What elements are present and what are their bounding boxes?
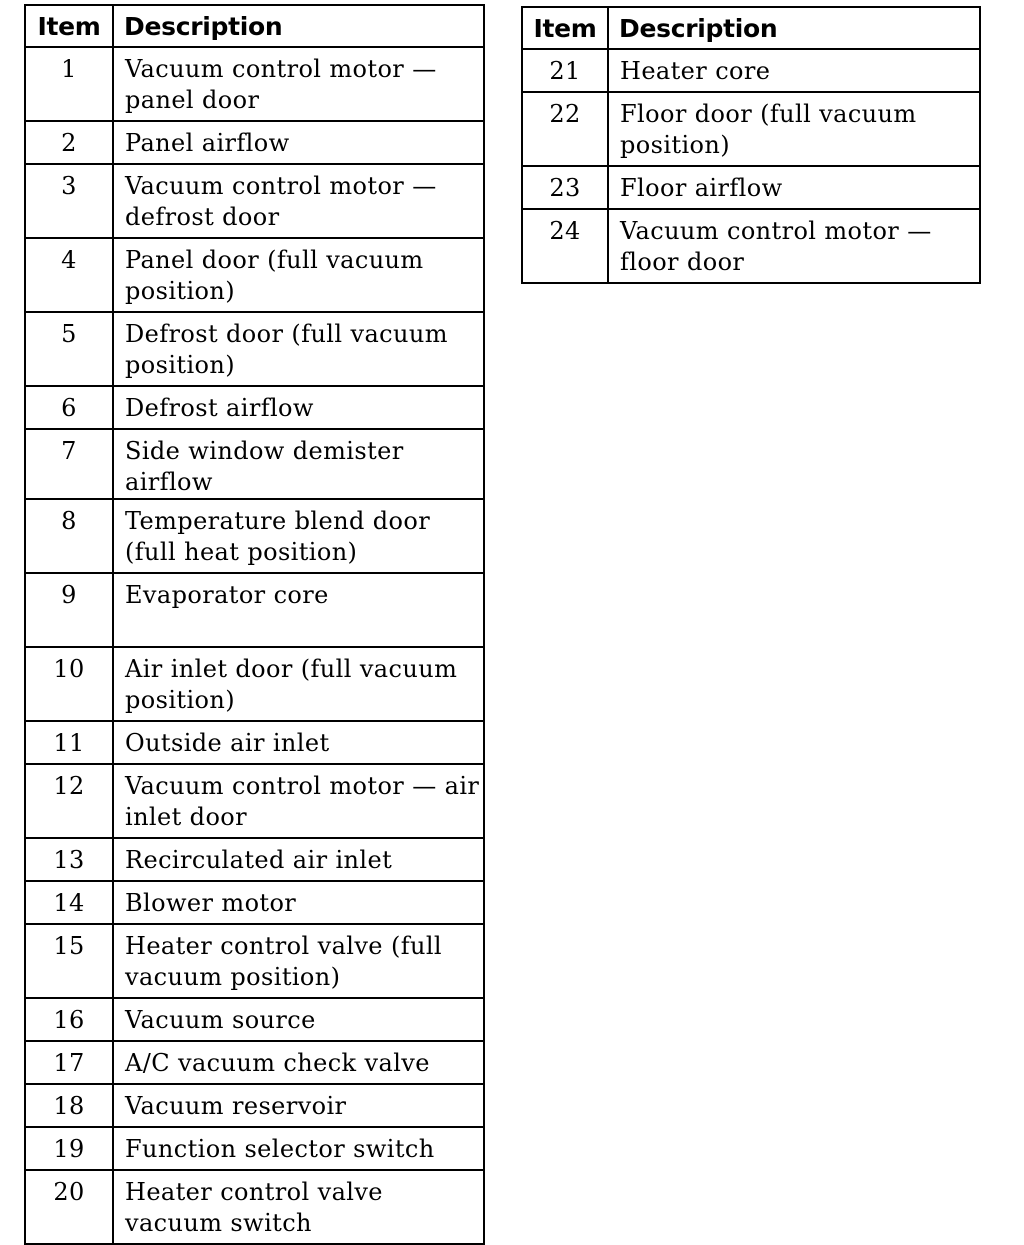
item-number: 5 — [25, 312, 113, 386]
item-description: Air inlet door (full vacuum position) — [113, 647, 484, 721]
table-row — [25, 164, 484, 238]
item-description: Vacuum control motor — defrost door — [113, 164, 484, 238]
item-number: 9 — [25, 573, 113, 647]
item-number: 13 — [25, 838, 113, 881]
table-row — [25, 499, 484, 573]
table-row — [25, 429, 484, 499]
table-row — [25, 386, 484, 429]
table-row — [25, 998, 484, 1041]
table-row — [25, 1084, 484, 1127]
table-row — [25, 1170, 484, 1244]
item-number: 24 — [522, 209, 608, 283]
item-description: Vacuum reservoir — [113, 1084, 484, 1127]
item-number: 21 — [522, 49, 608, 92]
item-number: 22 — [522, 92, 608, 166]
table-row — [25, 721, 484, 764]
table-row — [25, 238, 484, 312]
table-row — [522, 166, 980, 209]
table-header-row — [522, 7, 980, 49]
item-number: 14 — [25, 881, 113, 924]
table-row — [25, 573, 484, 647]
table-row — [522, 209, 980, 283]
parts-legend-table-left — [24, 4, 485, 1245]
item-number: 6 — [25, 386, 113, 429]
table-row — [25, 312, 484, 386]
item-number: 18 — [25, 1084, 113, 1127]
item-description: Panel airflow — [113, 121, 484, 164]
item-number: 4 — [25, 238, 113, 312]
item-description: Panel door (full vacuum position) — [113, 238, 484, 312]
table-row — [25, 924, 484, 998]
item-description: Floor door (full vacuum position) — [608, 92, 980, 166]
item-number: 16 — [25, 998, 113, 1041]
table-row — [25, 47, 484, 121]
item-description: Heater control valve (full vacuum position) — [113, 924, 484, 998]
item-number: 20 — [25, 1170, 113, 1244]
description-column-header: Description — [113, 5, 484, 47]
item-column-header: Item — [522, 7, 608, 49]
item-description: Temperature blend door (full heat position) — [113, 499, 484, 573]
item-number: 2 — [25, 121, 113, 164]
item-description: Vacuum control motor — floor door — [608, 209, 980, 283]
table-header-row — [25, 5, 484, 47]
item-number: 8 — [25, 499, 113, 573]
item-description: Vacuum control motor — panel door — [113, 47, 484, 121]
item-description: Side window demister airflow — [113, 429, 484, 499]
table-row — [25, 764, 484, 838]
item-number: 7 — [25, 429, 113, 499]
item-column-header: Item — [25, 5, 113, 47]
item-description: Function selector switch — [113, 1127, 484, 1170]
item-description: Blower motor — [113, 881, 484, 924]
item-description: Heater core — [608, 49, 980, 92]
item-description: Floor airflow — [608, 166, 980, 209]
table-row — [25, 121, 484, 164]
table-row — [25, 647, 484, 721]
description-column-header: Description — [608, 7, 980, 49]
parts-legend-table-right — [521, 6, 981, 284]
item-description: Vacuum source — [113, 998, 484, 1041]
item-number: 17 — [25, 1041, 113, 1084]
item-description: Evaporator core — [113, 573, 484, 647]
item-number: 1 — [25, 47, 113, 121]
table-row — [25, 881, 484, 924]
item-number: 23 — [522, 166, 608, 209]
table-row — [25, 1041, 484, 1084]
item-number: 19 — [25, 1127, 113, 1170]
table-row — [522, 49, 980, 92]
table-row — [25, 838, 484, 881]
item-number: 15 — [25, 924, 113, 998]
item-number: 11 — [25, 721, 113, 764]
table-row — [522, 92, 980, 166]
item-description: Vacuum control motor — air inlet door — [113, 764, 484, 838]
item-description: Defrost door (full vacuum position) — [113, 312, 484, 386]
item-description: Heater control valve vacuum switch — [113, 1170, 484, 1244]
item-description: Recirculated air inlet — [113, 838, 484, 881]
item-number: 12 — [25, 764, 113, 838]
item-description: Outside air inlet — [113, 721, 484, 764]
table-row — [25, 1127, 484, 1170]
item-description: Defrost airflow — [113, 386, 484, 429]
item-number: 3 — [25, 164, 113, 238]
item-description: A/C vacuum check valve — [113, 1041, 484, 1084]
item-number: 10 — [25, 647, 113, 721]
